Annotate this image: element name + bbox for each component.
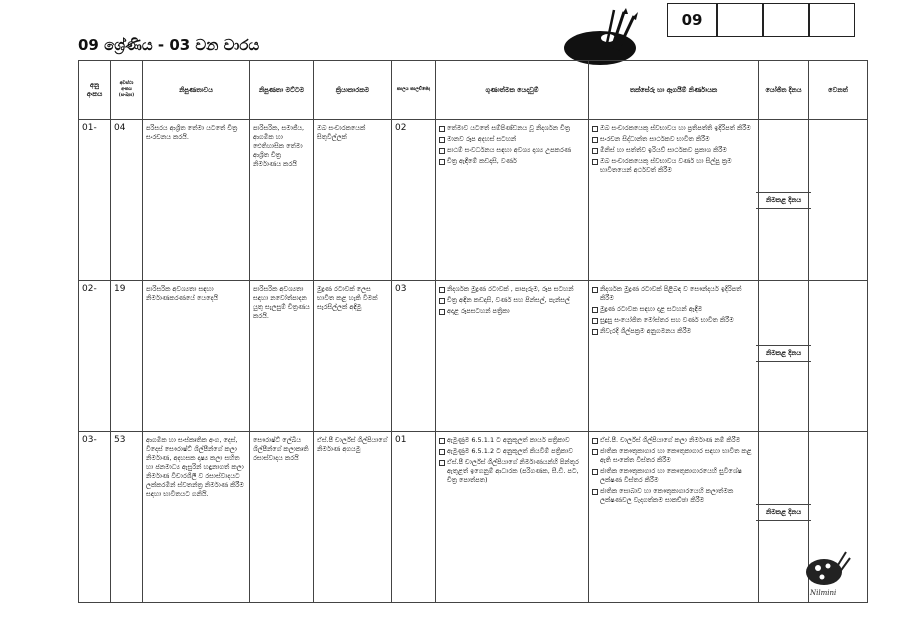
completed-date-label: නිමකළ දිනය xyxy=(756,192,811,209)
page-box-empty xyxy=(717,3,763,37)
completed-date-label: නිමකළ දිනය xyxy=(756,504,811,521)
input-item: ඇමුණුම 6.5.1.2 ට අනුකූලත් කියවීම් පත්‍රිකාව xyxy=(439,447,585,456)
criteria-item: මුද්‍රණ රටාවක සඳහා දළ සටහන් ඇඳීම xyxy=(592,305,755,314)
competency-level-cell: සෞරාෂ්ට් ලේඛීය ශිල්පීන්ගේ කලාකෘති රසාස්වාදය කරයි xyxy=(250,432,314,603)
other-cell xyxy=(809,120,868,281)
row-number: 03- xyxy=(79,432,111,603)
row-level: 53 xyxy=(111,432,143,603)
header-cell: අවස්ථා අංකය (සංඛ්‍යා) xyxy=(111,61,143,120)
completed-date-label: නිමකළ දිනය xyxy=(756,345,811,362)
header-cell: තක්සේරු හා ඇගයීම් නිර්ණායක xyxy=(589,61,759,120)
other-cell xyxy=(809,281,868,432)
criteria-item: සංරචන සිද්ධාන්ත සාර්ථකව භාවිත කිරීම xyxy=(592,135,755,144)
competency-cell: පරිසරය ආශ්‍රිත තේමා යටතේ චිත්‍ර සංරචනය කරයි. xyxy=(143,120,250,281)
criteria-cell xyxy=(589,432,759,603)
page-number-box: 09 xyxy=(667,3,717,37)
criteria-item: ඔබ සංචාරකයෙකු ස්වභාවය වර්ණ හා සිල්පු ක්‍රම භාවිතයෙන් අර්ථවත් කිරීම xyxy=(592,157,755,175)
input-item: ඒස්.පී චාර්ල්ස් ශිල්පියාගේ නිර්මාණයන්හි පින්තූර ඇතුළත් ඉගෙනුම් ආධාරක (පරිගණක, සී.ඩී. පට, චිත්‍ර පොත්පත) xyxy=(439,458,585,485)
input-item: චිත්‍ර අඳින කඩදාසි, වර්ණ සහ පින්සල්, පැන්සල් xyxy=(439,296,585,305)
criteria-item: ජාතික කෞතුකාගාර හා කෞතුකාගාරයෙහි සුවිශේෂ ලක්ෂණ විස්තර කිරීම xyxy=(592,467,755,485)
criteria-item: නිදර්ශක මුද්‍රණ රටාවක් පිළිබඳ ව සෞන්දර්ය ඉදිරිපත් කිරීම xyxy=(592,285,755,303)
criteria-cell xyxy=(589,120,759,281)
periods-cell: 02 xyxy=(392,120,436,281)
page-title: 09 ශ්‍රේණිය - 03 වන වාරය xyxy=(78,36,260,54)
criteria-item: මිනිස් හා සත්ත්ව ඉරියව් සාර්ථකව ප්‍රකාශ කිරීම xyxy=(592,146,755,155)
periods-cell: 03 xyxy=(392,281,436,432)
input-item: නිදර්ශක මුද්‍රණ රටාවක් , පාපැරුම, රූප සටහන් xyxy=(439,285,585,294)
page-box-empty xyxy=(763,3,809,37)
row-level: 19 xyxy=(111,281,143,432)
input-item: අදාළ රූපසටහන් පත්‍රිකා xyxy=(439,307,585,316)
criteria-cell xyxy=(589,281,759,432)
input-item: ඇමුණුම 6.5.1.1 ට අනුකූලත් කාර්ය පත්‍රිකාව xyxy=(439,436,585,445)
date-cell xyxy=(759,120,809,281)
input-item: තේමාව යටතේ සම්පිණ්ඩනය වූ නිදර්ශන චිත්‍ර xyxy=(439,124,585,133)
table-header-row xyxy=(79,61,868,120)
header-cell: වෙනත් xyxy=(809,61,868,120)
table-row xyxy=(79,432,868,603)
table-row xyxy=(79,281,868,432)
competency-level-cell: පාරිසරික, සමාජීය, ආගමික හා ඓතිහාසික තේමා ආශ්‍රිත චිත්‍ර නිර්මාණය කරයි xyxy=(250,120,314,281)
competency-cell: ආගමික හා සංස්කෘතික අංග, දෙස්, විදෙස් සෞරාෂ්ට් ශිල්පීන්ගේ කලා නිර්මාණ, අදහසක දෘෂ්‍ය කලා සහිත හා ජනමාධ්‍ය ඇසුරින් හඳුනාගත් කලා නිර්මාණ විචාරශීලී ව රසාස්වාදයට ලක්කරමින් ස්වතන්ත්‍ර නිර්මාණ කිරීම සඳහා භාවිතයට ගනියි. xyxy=(143,432,250,603)
row-number: 01- xyxy=(79,120,111,281)
inputs-cell xyxy=(436,281,589,432)
header-cell: අනු අංකය xyxy=(79,61,111,120)
criteria-item: නිවැරදි ශිල්පක්‍රම අනුගමනය කිරීම xyxy=(592,327,755,336)
competency-level-cell: පාරිසරික අවශ්‍යතා සඳහා නවෝත්පාදන යුතු සැලසුම් චිත්‍රණය කරයි. xyxy=(250,281,314,432)
inputs-cell xyxy=(436,120,589,281)
input-item: මානව රූප අදහස් සටහන් xyxy=(439,135,585,144)
input-item: පාඨම් සංවර්ධනය සඳහා අවශ්‍ය දෘශ්‍ය උපකරණ xyxy=(439,146,585,155)
activity-cell: ඔබ සංචාරකයෙක් සිතුවිල්ලක් xyxy=(314,120,392,281)
svg-text:Nilmini: Nilmini xyxy=(810,589,837,597)
table-row xyxy=(79,120,868,281)
criteria-item: සුදුසු සංයෝජිත මෝස්තර සහ වර්ණ භාවිත කිරීම xyxy=(592,316,755,325)
criteria-item: ඒස්.පී. චාර්ල්ස් ශිල්පියාගේ කලා නිර්මාණ නම් කිරීම xyxy=(592,436,755,445)
inputs-cell xyxy=(436,432,589,603)
header-cell: යෝජිත දිනය xyxy=(759,61,809,120)
periods-cell: 01 xyxy=(392,432,436,603)
criteria-item: ඔබ සංචාරකයෙකු ස්වභාවය හා ප්‍රතිපත්ති ඉදිරිපත් කිරීම xyxy=(592,124,755,133)
artist-logo xyxy=(800,548,852,602)
input-item: චිත්‍ර ඇඳීමේ කඩදාසි, වර්ණ xyxy=(439,157,585,166)
competency-cell: පාරිසරික අවශ්‍යතා සඳහා නිර්මාණකරණයේ යෙදෙයි xyxy=(143,281,250,432)
activity-cell: මුද්‍රණ රටාවක් ලෙස භාවිත කළ හැකි වීමක් සැරසිල්ලක් අඳිමු xyxy=(314,281,392,432)
page-box-empty xyxy=(809,3,855,37)
header-cell: ක්‍රියාකාරකම xyxy=(314,61,392,120)
row-level: 04 xyxy=(111,120,143,281)
header-cell: ගුණාත්මක යෙදවුම් xyxy=(436,61,589,120)
header-cell: කාලය කාලච්ඡේද xyxy=(392,61,436,120)
date-cell xyxy=(759,281,809,432)
criteria-item: ජාතික කෞතුකාගාර හා කෞතුකාගාර සඳහා භාවිත කළ ඇති සංකේත විස්තර කිරීම xyxy=(592,447,755,465)
criteria-item: ජාතික සොබාව හා කෞතුකාගාරයෙහි කලාත්මක ලක්ෂණවල වැදගත්කම සාකච්ඡා කිරීම xyxy=(592,487,755,505)
activity-cell: ඒස්.පී චාර්ල්ස් ශිල්පියාගේ නිර්මාණ අගයමු xyxy=(314,432,392,603)
header-cell: නිපුණතාවය xyxy=(143,61,250,120)
header-cell: නිපුණතා මට්ටම xyxy=(250,61,314,120)
row-number: 02- xyxy=(79,281,111,432)
lesson-plan-table xyxy=(78,60,868,603)
